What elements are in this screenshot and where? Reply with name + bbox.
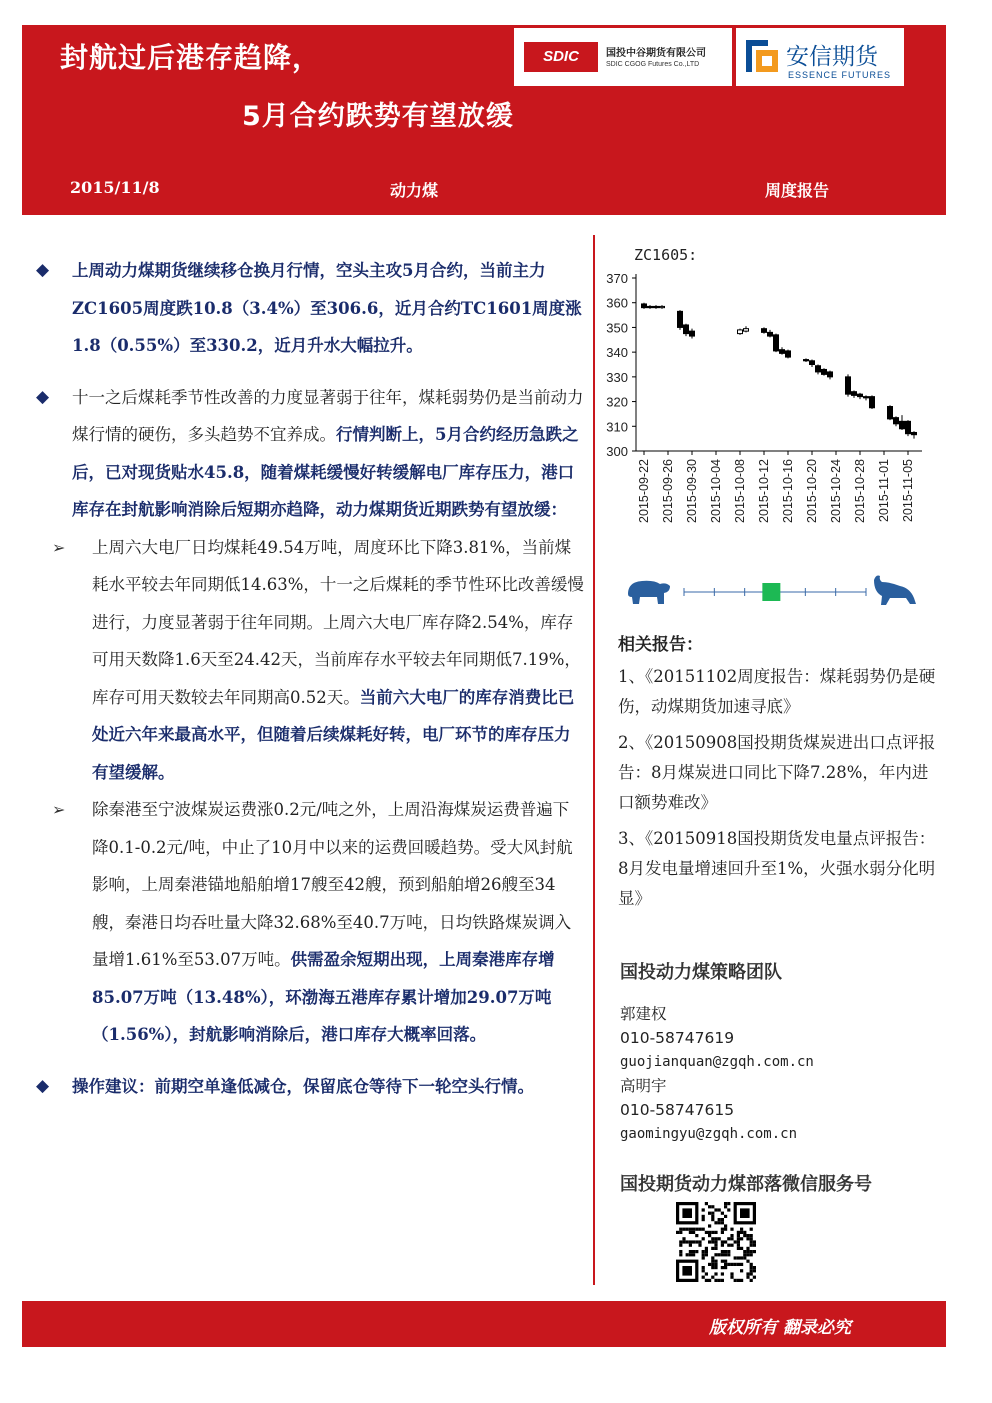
contact-list (620, 1002, 814, 1146)
candle (684, 324, 689, 336)
sdic-name-cn: 国投中谷期货有限公司 (606, 48, 706, 59)
candle (846, 374, 851, 396)
candle (870, 395, 875, 409)
sub-point-2-normal: 除秦港至宁波煤炭运费涨0.2元/吨之外，上周沿海煤炭运费普遍下降0.1-0.2元/吨，中止了10月中以来的运费回暖趋势。受大风封航影响，上周秦港锚地船舶增17艘至42艘，预到船舶增26艘至34艘，秦港日均吞吐量大降32.68%至40.7万吨，日均铁路煤炭调入量增1.61%至53.07万吨。 (92, 800, 573, 969)
member2-name: 高明宇 (620, 1077, 667, 1095)
candle (648, 305, 653, 309)
paragraph-2-normal: 十一之后煤耗季节性改善的力度显著弱于往年，煤耗弱势仍是当前动力煤行情的硬伤，多头趋势不宜养成。 (72, 387, 584, 444)
candle (906, 420, 911, 436)
candle (786, 350, 791, 359)
x-tick-label: 2015-10-04 (709, 459, 723, 523)
related-report-2: 2、《20150908国投期货煤炭进出口点评报告：8月煤炭进口同比下降7.28%，年内进口额势难改》 (618, 733, 936, 812)
chart-title: ZC1605: (634, 246, 698, 264)
candle (822, 368, 827, 375)
paragraph-1-text: 上周动力煤期货继续移仓换月行情，空头主攻5月合约，当前主力ZC1605周度跌10.8（3.4%）至306.6，近月合约TC1601周度涨1.8（0.55%）至330.2，近月升水大幅拉升。 (72, 261, 582, 355)
x-tick-label: 2015-10-20 (805, 459, 819, 523)
candle (816, 365, 821, 375)
sub-point-1-bold: 当前六大电厂的库存消费比已处近六年来最高水平，但随着后续煤耗好转，电厂环节的库存压力有望缓解。 (92, 687, 575, 782)
sdic-logo-mark: SDIC (524, 42, 598, 72)
member1-email: guojianquan@zgqh.com.cn (620, 1054, 814, 1070)
diamond-bullet-icon: ◆ (36, 386, 50, 407)
candle (744, 326, 749, 332)
member1-phone: 010-58747619 (620, 1029, 735, 1047)
team-title: 国投动力煤策略团队 (620, 962, 782, 983)
candle (864, 395, 869, 400)
x-tick-label: 2015-10-24 (829, 459, 843, 523)
sub-point-1 (36, 529, 584, 792)
x-tick-label: 2015-10-08 (733, 459, 747, 523)
x-tick-label: 2015-10-12 (757, 459, 771, 523)
x-tick-label: 2015-10-28 (853, 459, 867, 523)
candle (774, 334, 779, 353)
candle (738, 329, 743, 335)
related-reports-title: 相关报告： (618, 635, 703, 655)
candle (828, 371, 833, 380)
essence-name-en: ESSENCE FUTURES (788, 70, 892, 80)
candle (678, 310, 683, 330)
member2-email: gaomingyu@zgqh.com.cn (620, 1126, 798, 1142)
candle (858, 393, 863, 399)
y-tick-label: 320 (606, 394, 628, 410)
member2-phone: 010-58747615 (620, 1101, 735, 1119)
x-tick-label: 2015-11-05 (901, 459, 915, 523)
candle (660, 305, 665, 309)
bull-icon (874, 576, 916, 606)
related-report-3: 3、《20150918国投期货发电量点评报告：8月发电量增速回升至1%，火强水弱分化明显》 (618, 829, 936, 908)
essence-name-cn: 安信期货 (786, 44, 878, 70)
wechat-qr-code-icon (676, 1202, 756, 1282)
x-tick-label: 2015-10-16 (781, 459, 795, 523)
x-tick-label: 2015-09-26 (661, 459, 675, 523)
y-tick-label: 300 (606, 444, 628, 459)
y-tick-label: 360 (606, 295, 628, 311)
x-tick-label: 2015-09-30 (685, 459, 699, 523)
y-tick-label: 330 (606, 369, 628, 385)
sub-point-1-normal: 上周六大电厂日均煤耗49.54万吨，周度环比下降3.81%，当前煤耗水平较去年同期低14.63%，十一之后煤耗的季节性环比改善缓慢进行，力度显著弱于往年同期。上周六大电厂库存降2.54%，库存可用天数降1.6天至24.42天，当前库存水平较去年同期低7.19%，库存可用天数较去年同期高0.52天。 (92, 537, 584, 707)
bear-icon (628, 581, 670, 604)
wechat-title: 国投期货动力煤部落微信服务号 (620, 1174, 872, 1195)
candle (894, 416, 899, 426)
paragraph-3 (36, 1068, 584, 1106)
x-tick-label: 2015-11-01 (877, 459, 891, 523)
sdic-logo (514, 28, 732, 86)
paragraph-3-text: 操作建议：前期空单逢低减仓，保留底仓等待下一轮空头行情。 (72, 1076, 534, 1096)
candle (900, 415, 905, 430)
report-title-line2: 5月合约跌势有望放缓 (242, 101, 514, 132)
report-title-line1: 封航过后港存趋降， (60, 41, 322, 74)
member1-name: 郭建权 (620, 1005, 667, 1023)
essence-logo-icon (742, 36, 782, 76)
candle (690, 329, 695, 339)
candle (888, 405, 893, 420)
report-date: 2015/11/8 (70, 178, 160, 197)
paragraph-1 (36, 252, 584, 365)
candle (654, 305, 659, 309)
column-divider (593, 235, 595, 1285)
candle (804, 358, 809, 362)
footer-banner (22, 1301, 946, 1347)
paragraph-2 (36, 379, 584, 529)
related-reports (618, 630, 938, 920)
zc1605-candlestick-chart (596, 240, 936, 550)
sub-point-2 (36, 791, 584, 1054)
arrow-bullet-icon: ➢ (52, 537, 66, 557)
candle (912, 431, 917, 438)
diamond-bullet-icon: ◆ (36, 1075, 50, 1096)
essence-logo (736, 28, 904, 86)
arrow-bullet-icon: ➢ (52, 800, 66, 819)
main-text (36, 252, 584, 1105)
report-category: 动力煤 (390, 181, 439, 200)
candle (642, 303, 647, 309)
y-tick-label: 350 (606, 320, 628, 336)
y-tick-label: 310 (606, 419, 628, 435)
paragraph-2-bold: 行情判断上，5月合约经历急跌之后，已对现货贴水45.8，随着煤耗缓慢好转缓解电厂库存压力，港口库存在封航影响消除后短期亦趋降，动力煤期货近期跌势有望放缓： (72, 425, 579, 519)
sdic-name-en: SDIC CGOG Futures Co.,LTD (606, 61, 700, 68)
candle (810, 360, 815, 367)
report-type: 周度报告 (765, 181, 830, 200)
candle (780, 347, 785, 354)
y-tick-label: 340 (606, 345, 628, 361)
candle (852, 390, 857, 397)
diamond-bullet-icon: ◆ (36, 260, 50, 280)
copyright-text: 版权所有 翻录必究 (709, 1318, 851, 1338)
candle (762, 327, 767, 333)
related-report-1: 1、《20151102周度报告：煤耗弱势仍是硬伤，动煤期货加速寻底》 (618, 667, 936, 716)
x-tick-label: 2015-09-22 (637, 459, 651, 523)
meter-indicator (762, 583, 780, 601)
sub-point-2-bold: 供需盈余短期出现，上周秦港库存增85.07万吨（13.48%），环渤海五港库存累计增加29.07万吨（1.56%），封航影响消除后，港口库存大概率回落。 (92, 950, 555, 1044)
bear-bull-meter (622, 568, 922, 618)
y-tick-label: 370 (606, 271, 628, 286)
candle (768, 330, 773, 337)
